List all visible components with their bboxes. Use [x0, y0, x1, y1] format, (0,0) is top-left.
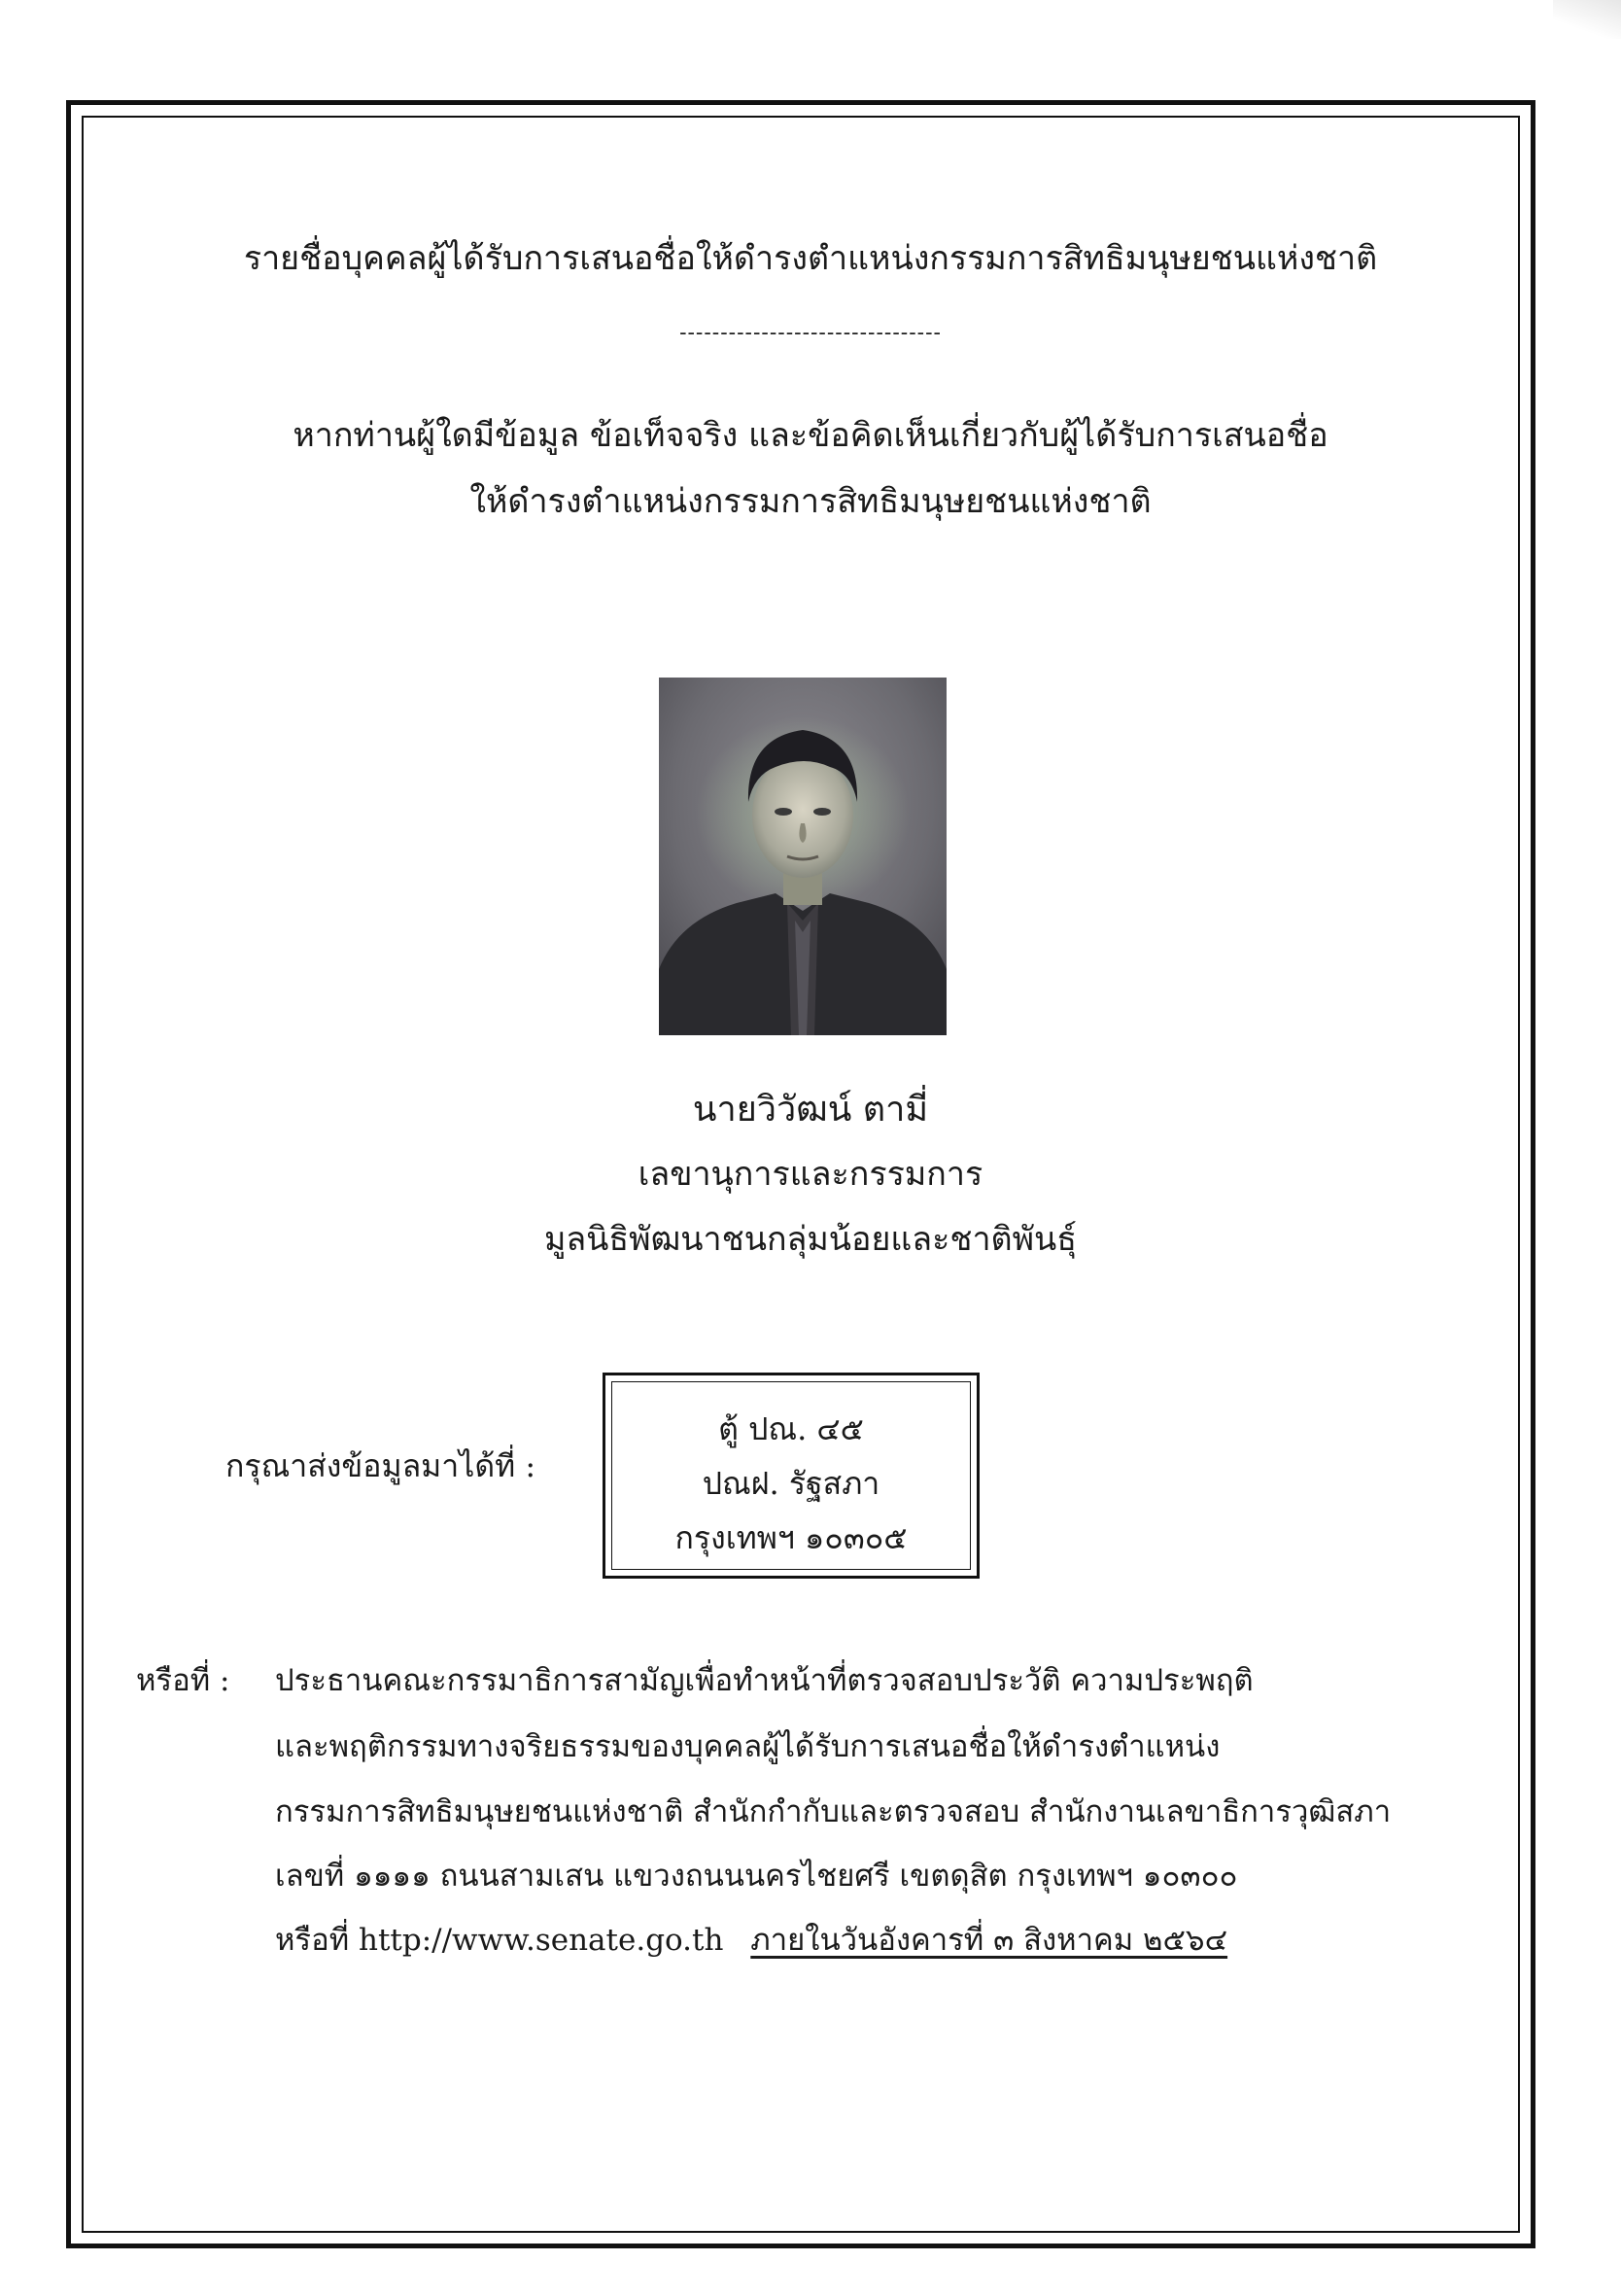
nominee-name: นายวิวัฒน์ ตามี่ — [692, 1090, 929, 1130]
alternative-line-4: เลขที่ ๑๑๑๑ ถนนสามเสน แขวงถนนนครไชยศรี เขตดุสิต กรุงเทพฯ ๑๐๓๐๐ — [275, 1859, 1238, 1894]
title-divider: -------------------------------- — [679, 321, 942, 345]
website-label: หรือที่ — [275, 1923, 359, 1958]
website-link[interactable]: http://www.senate.go.th — [359, 1923, 724, 1958]
alternative-line-3: กรรมการสิทธิมนุษยชนแห่งชาติ สำนักกำกับและตรวจสอบ สำนักงานเลขาธิการวุฒิสภา — [275, 1794, 1392, 1829]
scan-fold-shadow — [1553, 0, 1621, 39]
nominee-photo — [659, 678, 947, 1035]
address-line-2: ปณฝ. รัฐสภา — [702, 1465, 880, 1502]
nominee-organization: มูลนิธิพัฒนาชนกลุ่มน้อยและชาติพันธุ์ — [543, 1220, 1078, 1259]
mailing-address-box — [603, 1373, 980, 1579]
alternative-label: หรือที่ : — [136, 1663, 230, 1698]
alternative-line-5 — [275, 1915, 1227, 1964]
alternative-line-2: และพฤติกรรมทางจริยธรรมของบุคคลผู้ได้รับการเสนอชื่อให้ดำรงตำแหน่ง — [275, 1729, 1221, 1764]
nominee-position: เลขานุการและกรรมการ — [638, 1155, 983, 1194]
document-title: รายชื่อบุคคลผู้ได้รับการเสนอชื่อให้ดำรงตำแหน่งกรรมการสิทธิมนุษยชนแห่งชาติ — [243, 239, 1378, 278]
alternative-line-1: ประธานคณะกรรมาธิการสามัญเพื่อทำหน้าที่ตรวจสอบประวัติ ความประพฤติ — [275, 1663, 1254, 1698]
address-line-1: ตู้ ปณ. ๔๕ — [718, 1410, 864, 1447]
invitation-line-2: ให้ดำรงตำแหน่งกรรมการสิทธิมนุษยชนแห่งชาติ — [469, 482, 1152, 521]
address-line-3: กรุงเทพฯ ๑๐๓๐๕ — [674, 1519, 908, 1556]
submission-label: กรุณาส่งข้อมูลมาได้ที่ : — [225, 1447, 536, 1484]
invitation-line-1: หากท่านผู้ใดมีข้อมูล ข้อเท็จจริง และข้อคิดเห็นเกี่ยวกับผู้ได้รับการเสนอชื่อ — [293, 416, 1328, 455]
deadline-text: ภายในวันอังคารที่ ๓ สิงหาคม ๒๕๖๔ — [750, 1923, 1228, 1958]
